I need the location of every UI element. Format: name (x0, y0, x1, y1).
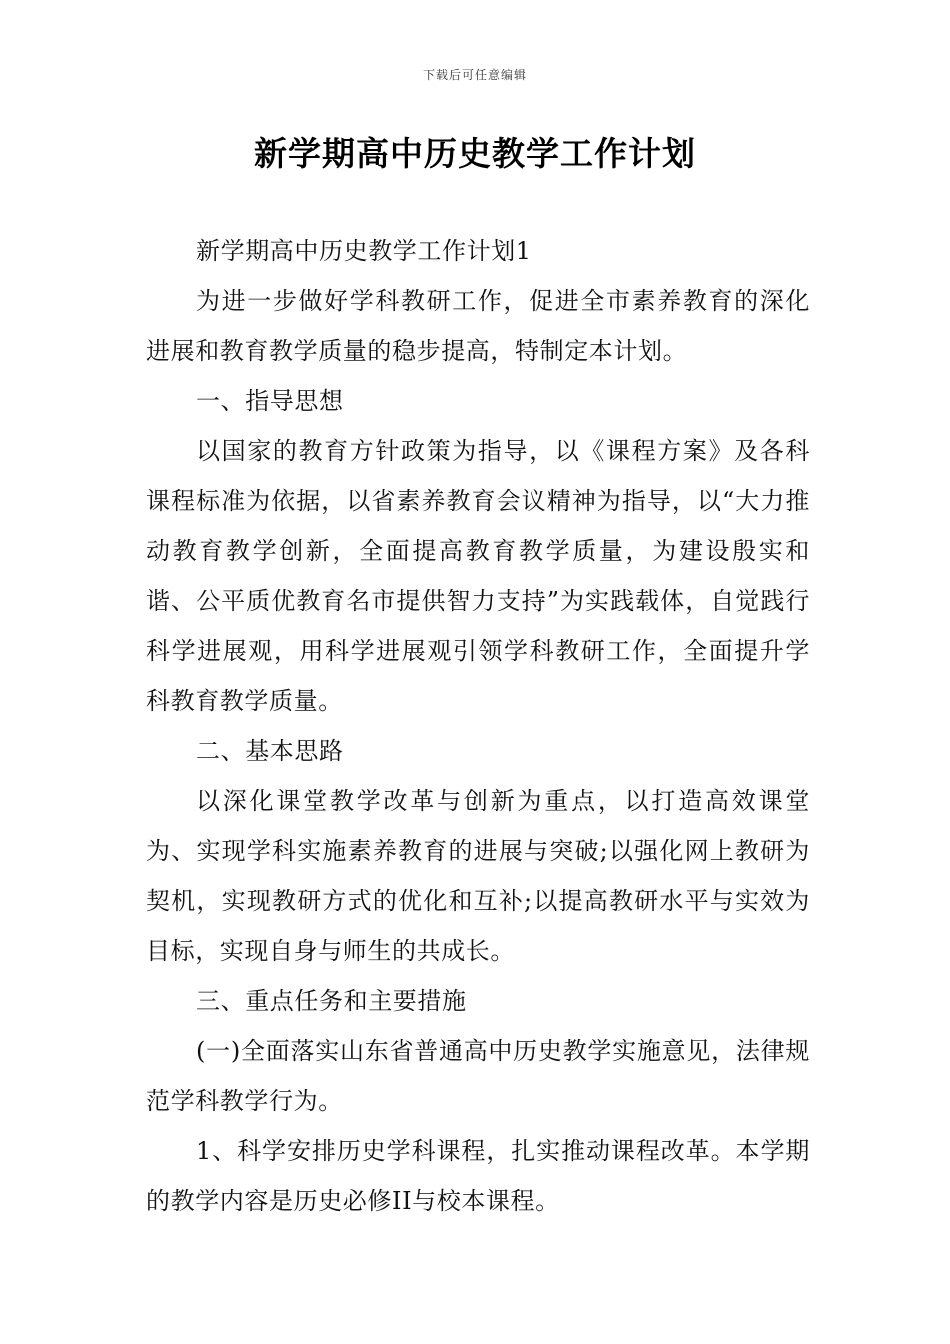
paragraph-basic-approach: 以深化课堂教学改革与创新为重点，以打造高效课堂为、实现学科实施素养教育的进展与突破;以强化网上教研为契机，实现教研方式的优化和互补;以提高教研水平与实效为目标，实现自身与师生的共成长。 (146, 787, 810, 965)
paragraph-task-one-item-one: 1、科学安排历史学科课程，扎实推动课程改革。本学期的教学内容是历史必修II与校本课程。 (146, 1137, 810, 1215)
section-heading-guiding-ideology: 一、指导思想 (196, 387, 344, 415)
paragraph-guiding-ideology: 以国家的教育方针政策为指导，以《课程方案》及各科课程标准为依据，以省素养教育会议精神为指导，以“大力推动教育教学创新，全面提高教育教学质量，为建设殷实和谐、公平质优教育名市提供智力支持”为实践载体，自觉践行科学进展观，用科学进展观引领学科教研工作，全面提升学科教育教学质量。 (146, 437, 810, 715)
section-heading-key-tasks: 三、重点任务和主要措施 (196, 987, 467, 1015)
document-title: 新学期高中历史教学工作计划 (254, 134, 696, 173)
header-note: 下载后可任意编辑 (422, 68, 527, 82)
paragraph-intro: 为进一步做好学科教研工作，促进全市素养教育的深化进展和教育教学质量的稳步提高，特制定本计划。 (146, 287, 810, 365)
paragraph-subtitle: 新学期高中历史教学工作计划1 (196, 237, 532, 265)
paragraph-task-one: (一)全面落实山东省普通高中历史教学实施意见，法律规范学科教学行为。 (146, 1037, 810, 1115)
document-body (146, 226, 810, 1226)
section-heading-basic-approach: 二、基本思路 (196, 737, 344, 765)
